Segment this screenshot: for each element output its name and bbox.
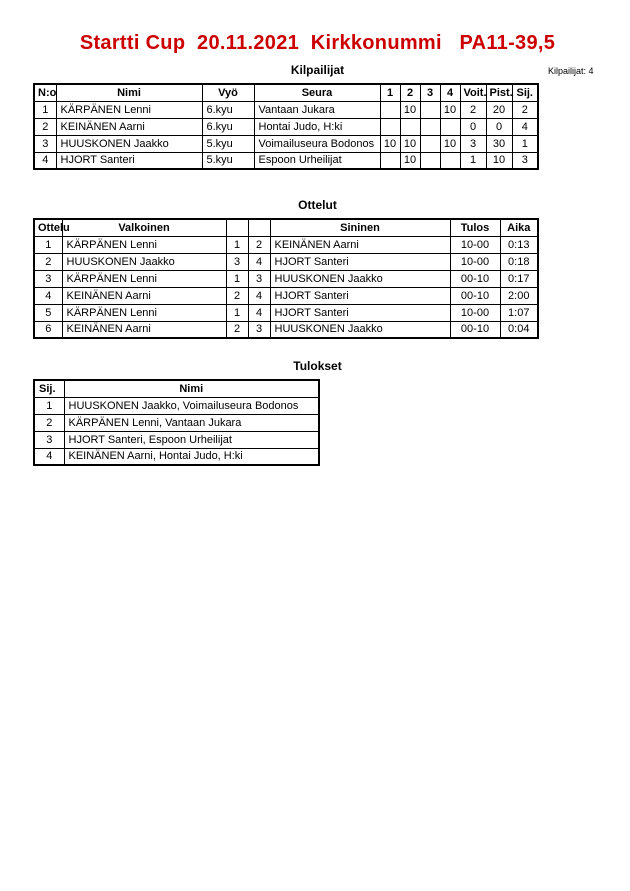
table-cell bbox=[380, 101, 400, 118]
column-header: 1 bbox=[380, 84, 400, 101]
table-cell bbox=[440, 118, 460, 135]
table-cell: 1:07 bbox=[500, 304, 538, 321]
table-cell: 1 bbox=[34, 397, 64, 414]
table-cell: 5.kyu bbox=[202, 135, 254, 152]
table-cell: KÄRPÄNEN Lenni bbox=[62, 270, 226, 287]
column-header: Sij. bbox=[34, 380, 64, 397]
column-header: Pist. bbox=[486, 84, 512, 101]
matches-header-row bbox=[34, 219, 538, 236]
column-header: Sininen bbox=[270, 219, 450, 236]
table-cell: 00-10 bbox=[450, 287, 500, 304]
table-cell: 1 bbox=[226, 236, 248, 253]
table-cell: 1 bbox=[512, 135, 538, 152]
table-cell: 2 bbox=[512, 101, 538, 118]
competitors-table-body bbox=[34, 101, 538, 169]
table-cell: 3 bbox=[248, 270, 270, 287]
table-cell: 0:18 bbox=[500, 253, 538, 270]
table-row bbox=[34, 236, 538, 253]
table-cell: 10-00 bbox=[450, 304, 500, 321]
table-cell: Vantaan Jukara bbox=[254, 101, 380, 118]
competitors-header-row bbox=[34, 84, 538, 101]
table-cell: 2 bbox=[226, 321, 248, 338]
table-cell: 4 bbox=[248, 304, 270, 321]
table-cell bbox=[420, 135, 440, 152]
table-row bbox=[34, 135, 538, 152]
table-cell: 1 bbox=[460, 152, 486, 169]
table-row bbox=[34, 253, 538, 270]
column-header: Tulos bbox=[450, 219, 500, 236]
table-cell: KEINÄNEN Aarni bbox=[62, 321, 226, 338]
table-cell: 4 bbox=[248, 287, 270, 304]
table-row bbox=[34, 321, 538, 338]
table-cell: 00-10 bbox=[450, 321, 500, 338]
results-section-head bbox=[33, 359, 602, 373]
table-row bbox=[34, 448, 319, 465]
table-cell: KEINÄNEN Aarni bbox=[62, 287, 226, 304]
table-cell: HUUSKONEN Jaakko, Voimailuseura Bodonos bbox=[64, 397, 319, 414]
table-cell: 2 bbox=[248, 236, 270, 253]
table-cell: KEINÄNEN Aarni bbox=[270, 236, 450, 253]
table-cell: 5 bbox=[34, 304, 62, 321]
table-cell: Espoon Urheilijat bbox=[254, 152, 380, 169]
column-header: N:o bbox=[34, 84, 56, 101]
table-row bbox=[34, 152, 538, 169]
table-cell: 3 bbox=[34, 270, 62, 287]
table-cell: 1 bbox=[34, 236, 62, 253]
table-cell: 10 bbox=[400, 135, 420, 152]
table-cell: 0:13 bbox=[500, 236, 538, 253]
table-cell: KÄRPÄNEN Lenni bbox=[56, 101, 202, 118]
table-cell: 10 bbox=[486, 152, 512, 169]
table-cell: 0 bbox=[460, 118, 486, 135]
column-header: Nimi bbox=[64, 380, 319, 397]
table-cell: 3 bbox=[512, 152, 538, 169]
table-cell: Voimailuseura Bodonos bbox=[254, 135, 380, 152]
competitors-section-head bbox=[33, 63, 602, 77]
table-cell: 1 bbox=[226, 304, 248, 321]
table-cell: KÄRPÄNEN Lenni bbox=[62, 304, 226, 321]
table-cell: 3 bbox=[226, 253, 248, 270]
table-cell: Hontai Judo, H:ki bbox=[254, 118, 380, 135]
table-cell: 3 bbox=[34, 135, 56, 152]
table-cell: KEINÄNEN Aarni bbox=[56, 118, 202, 135]
table-row bbox=[34, 287, 538, 304]
column-header: 2 bbox=[400, 84, 420, 101]
table-row bbox=[34, 414, 319, 431]
results-header-row bbox=[34, 380, 319, 397]
table-cell bbox=[420, 101, 440, 118]
table-cell bbox=[440, 152, 460, 169]
table-cell: HUUSKONEN Jaakko bbox=[270, 321, 450, 338]
table-cell bbox=[420, 152, 440, 169]
table-cell bbox=[400, 118, 420, 135]
matches-table bbox=[33, 218, 539, 339]
table-cell: 10 bbox=[380, 135, 400, 152]
results-table-body bbox=[34, 397, 319, 465]
table-cell: 2 bbox=[34, 118, 56, 135]
table-row bbox=[34, 304, 538, 321]
table-cell: 10 bbox=[400, 101, 420, 118]
column-header: Seura bbox=[254, 84, 380, 101]
competitors-table bbox=[33, 83, 539, 170]
column-header: 3 bbox=[420, 84, 440, 101]
table-cell: 00-10 bbox=[450, 270, 500, 287]
table-cell: 30 bbox=[486, 135, 512, 152]
table-row bbox=[34, 101, 538, 118]
column-header: Sij. bbox=[512, 84, 538, 101]
table-cell: 4 bbox=[34, 287, 62, 304]
table-cell: 1 bbox=[34, 101, 56, 118]
table-cell: 20 bbox=[486, 101, 512, 118]
column-header: Vyö bbox=[202, 84, 254, 101]
table-cell: KÄRPÄNEN Lenni, Vantaan Jukara bbox=[64, 414, 319, 431]
table-cell: 4 bbox=[512, 118, 538, 135]
table-cell bbox=[380, 152, 400, 169]
table-cell: 0:04 bbox=[500, 321, 538, 338]
matches-section-title: Ottelut bbox=[298, 198, 337, 212]
results-section-title: Tulokset bbox=[293, 359, 342, 373]
column-header: Ottelu bbox=[34, 219, 62, 236]
section-matches bbox=[33, 198, 602, 339]
table-cell: 2 bbox=[226, 287, 248, 304]
column-header: Aika bbox=[500, 219, 538, 236]
table-cell: 4 bbox=[34, 448, 64, 465]
matches-section-head bbox=[33, 198, 602, 212]
competitors-section-title: Kilpailijat bbox=[290, 63, 345, 77]
table-cell: 3 bbox=[460, 135, 486, 152]
table-cell: 6.kyu bbox=[202, 118, 254, 135]
table-cell: 4 bbox=[34, 152, 56, 169]
table-row bbox=[34, 431, 319, 448]
table-cell: 6.kyu bbox=[202, 101, 254, 118]
table-cell: 2 bbox=[34, 253, 62, 270]
table-cell: 2 bbox=[460, 101, 486, 118]
table-row bbox=[34, 397, 319, 414]
table-cell: HJORT Santeri bbox=[270, 304, 450, 321]
table-cell: 2:00 bbox=[500, 287, 538, 304]
column-header bbox=[226, 219, 248, 236]
column-header: Voit. bbox=[460, 84, 486, 101]
competitor-count-label: Kilpailijat: 4 bbox=[548, 66, 594, 76]
table-cell: 0 bbox=[486, 118, 512, 135]
column-header bbox=[248, 219, 270, 236]
table-cell: 2 bbox=[34, 414, 64, 431]
section-results bbox=[33, 359, 602, 466]
table-cell: 4 bbox=[248, 253, 270, 270]
table-cell: HJORT Santeri bbox=[270, 253, 450, 270]
table-cell: 10 bbox=[440, 101, 460, 118]
table-cell: HJORT Santeri, Espoon Urheilijat bbox=[64, 431, 319, 448]
matches-table-body bbox=[34, 236, 538, 338]
table-cell: HJORT Santeri bbox=[270, 287, 450, 304]
table-cell: 5.kyu bbox=[202, 152, 254, 169]
table-cell: 0:17 bbox=[500, 270, 538, 287]
table-cell: KEINÄNEN Aarni, Hontai Judo, H:ki bbox=[64, 448, 319, 465]
column-header: Nimi bbox=[56, 84, 202, 101]
table-cell: HUUSKONEN Jaakko bbox=[270, 270, 450, 287]
table-cell: 10-00 bbox=[450, 236, 500, 253]
table-cell: 1 bbox=[226, 270, 248, 287]
table-row bbox=[34, 270, 538, 287]
table-cell: 6 bbox=[34, 321, 62, 338]
table-cell: 10 bbox=[440, 135, 460, 152]
results-table bbox=[33, 379, 320, 466]
section-competitors bbox=[33, 63, 602, 170]
table-cell: 10 bbox=[400, 152, 420, 169]
table-cell: HUUSKONEN Jaakko bbox=[62, 253, 226, 270]
table-row bbox=[34, 118, 538, 135]
table-cell: KÄRPÄNEN Lenni bbox=[62, 236, 226, 253]
table-cell: 3 bbox=[248, 321, 270, 338]
table-cell bbox=[420, 118, 440, 135]
table-cell: 10-00 bbox=[450, 253, 500, 270]
table-cell bbox=[380, 118, 400, 135]
table-cell: HJORT Santeri bbox=[56, 152, 202, 169]
table-cell: HUUSKONEN Jaakko bbox=[56, 135, 202, 152]
page-title: Startti Cup 20.11.2021 Kirkkonummi PA11-39,5 bbox=[79, 32, 556, 54]
column-header: 4 bbox=[440, 84, 460, 101]
column-header: Valkoinen bbox=[62, 219, 226, 236]
table-cell: 3 bbox=[34, 431, 64, 448]
